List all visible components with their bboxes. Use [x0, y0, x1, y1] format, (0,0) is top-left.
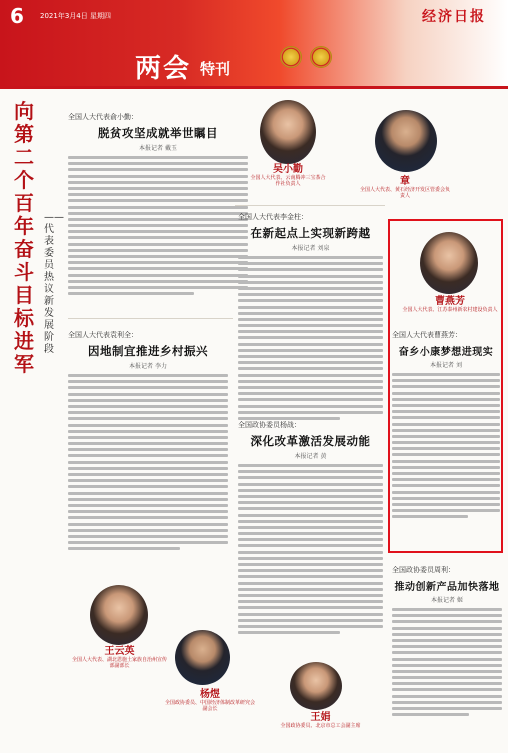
article-headline: 奋乡小康梦想进现实: [398, 347, 494, 358]
column-divider: [235, 205, 385, 206]
page-number: 6: [10, 4, 24, 28]
portrait-photo: [175, 630, 230, 685]
dateline: 2021年3月4日 星期四: [40, 12, 111, 20]
article-byline: 本报记者 刘: [430, 362, 462, 369]
article-label: 全国人大代表曹燕芳：: [392, 331, 462, 339]
article-byline: 本报记者 刘泉: [291, 245, 330, 252]
masthead-title: 两会: [135, 54, 192, 84]
article-byline: 本报记者 黄: [294, 453, 327, 460]
article-byline: 本报记者 李力: [129, 363, 167, 370]
article-body: [68, 374, 228, 550]
portrait-caption: 曹燕芳 全国人大代表、江苏泰州新农村建设负责人: [402, 296, 498, 313]
article-body: [392, 373, 500, 518]
portrait-photo: [260, 100, 316, 164]
article-byline: 本报记者 姬: [431, 597, 463, 604]
article-5: [392, 330, 500, 522]
article-label: 全国人大代表俞小勤：: [68, 113, 138, 121]
article-label: 全国人大代表袁利全：: [68, 331, 138, 339]
masthead-stripe: [0, 86, 508, 89]
article-3: [68, 330, 228, 553]
article-headline: 深化改革激活发展动能: [250, 434, 371, 448]
portrait-photo: [420, 232, 478, 294]
national-emblem-icon: [280, 46, 302, 68]
article-2: [238, 212, 383, 423]
paper-logo: 经济日报: [422, 9, 486, 25]
portrait-photo: [375, 110, 437, 172]
portrait-photo: [290, 662, 342, 710]
article-body: [68, 156, 248, 295]
article-body: [392, 608, 502, 716]
article-byline: 本报记者 戴玉: [139, 145, 177, 152]
portrait-caption: 杨煜 全国政协委员、中国经济体制改革研究会副会长: [165, 689, 256, 712]
article-headline: 脱贫攻坚成就举世瞩目: [98, 126, 218, 140]
portrait-caption: 章 全国人大代表、黄石经济开发区管委会负责人: [360, 176, 451, 199]
article-label: 全国政协委员周利：: [392, 566, 455, 574]
article-label: 全国人大代表李金柱：: [238, 213, 308, 221]
article-1: [68, 112, 248, 298]
article-body: [238, 256, 383, 420]
article-4: [238, 420, 383, 637]
article-body: [238, 464, 383, 634]
article-headline: 在新起点上实现新跨越: [250, 226, 371, 240]
cppcc-emblem-icon: [310, 46, 332, 68]
article-6: [392, 565, 502, 719]
main-title: 向第二个百年奋斗目标进军: [14, 99, 34, 376]
portrait-caption: 吴小勤 全国人大代表、云南腾冲三宝茶合作社负责人: [250, 164, 326, 187]
article-label: 全国政协委员杨战：: [238, 421, 301, 429]
portrait-caption: 王娟 全国政协委员、北京市总工会副主席: [280, 712, 361, 729]
article-headline: 因地制宜推进乡村振兴: [88, 344, 208, 358]
masthead-special: 特刊: [200, 60, 231, 78]
portrait-photo: [90, 585, 148, 645]
article-headline: 推动创新产品加快落地: [394, 582, 500, 593]
portrait-caption: 王云英 全国人大代表、湖北恩施土家族自治州宣传部副部长: [72, 646, 168, 669]
main-subtitle: ——代表委员热议新发展阶段: [44, 212, 64, 355]
column-divider: [68, 318, 233, 319]
